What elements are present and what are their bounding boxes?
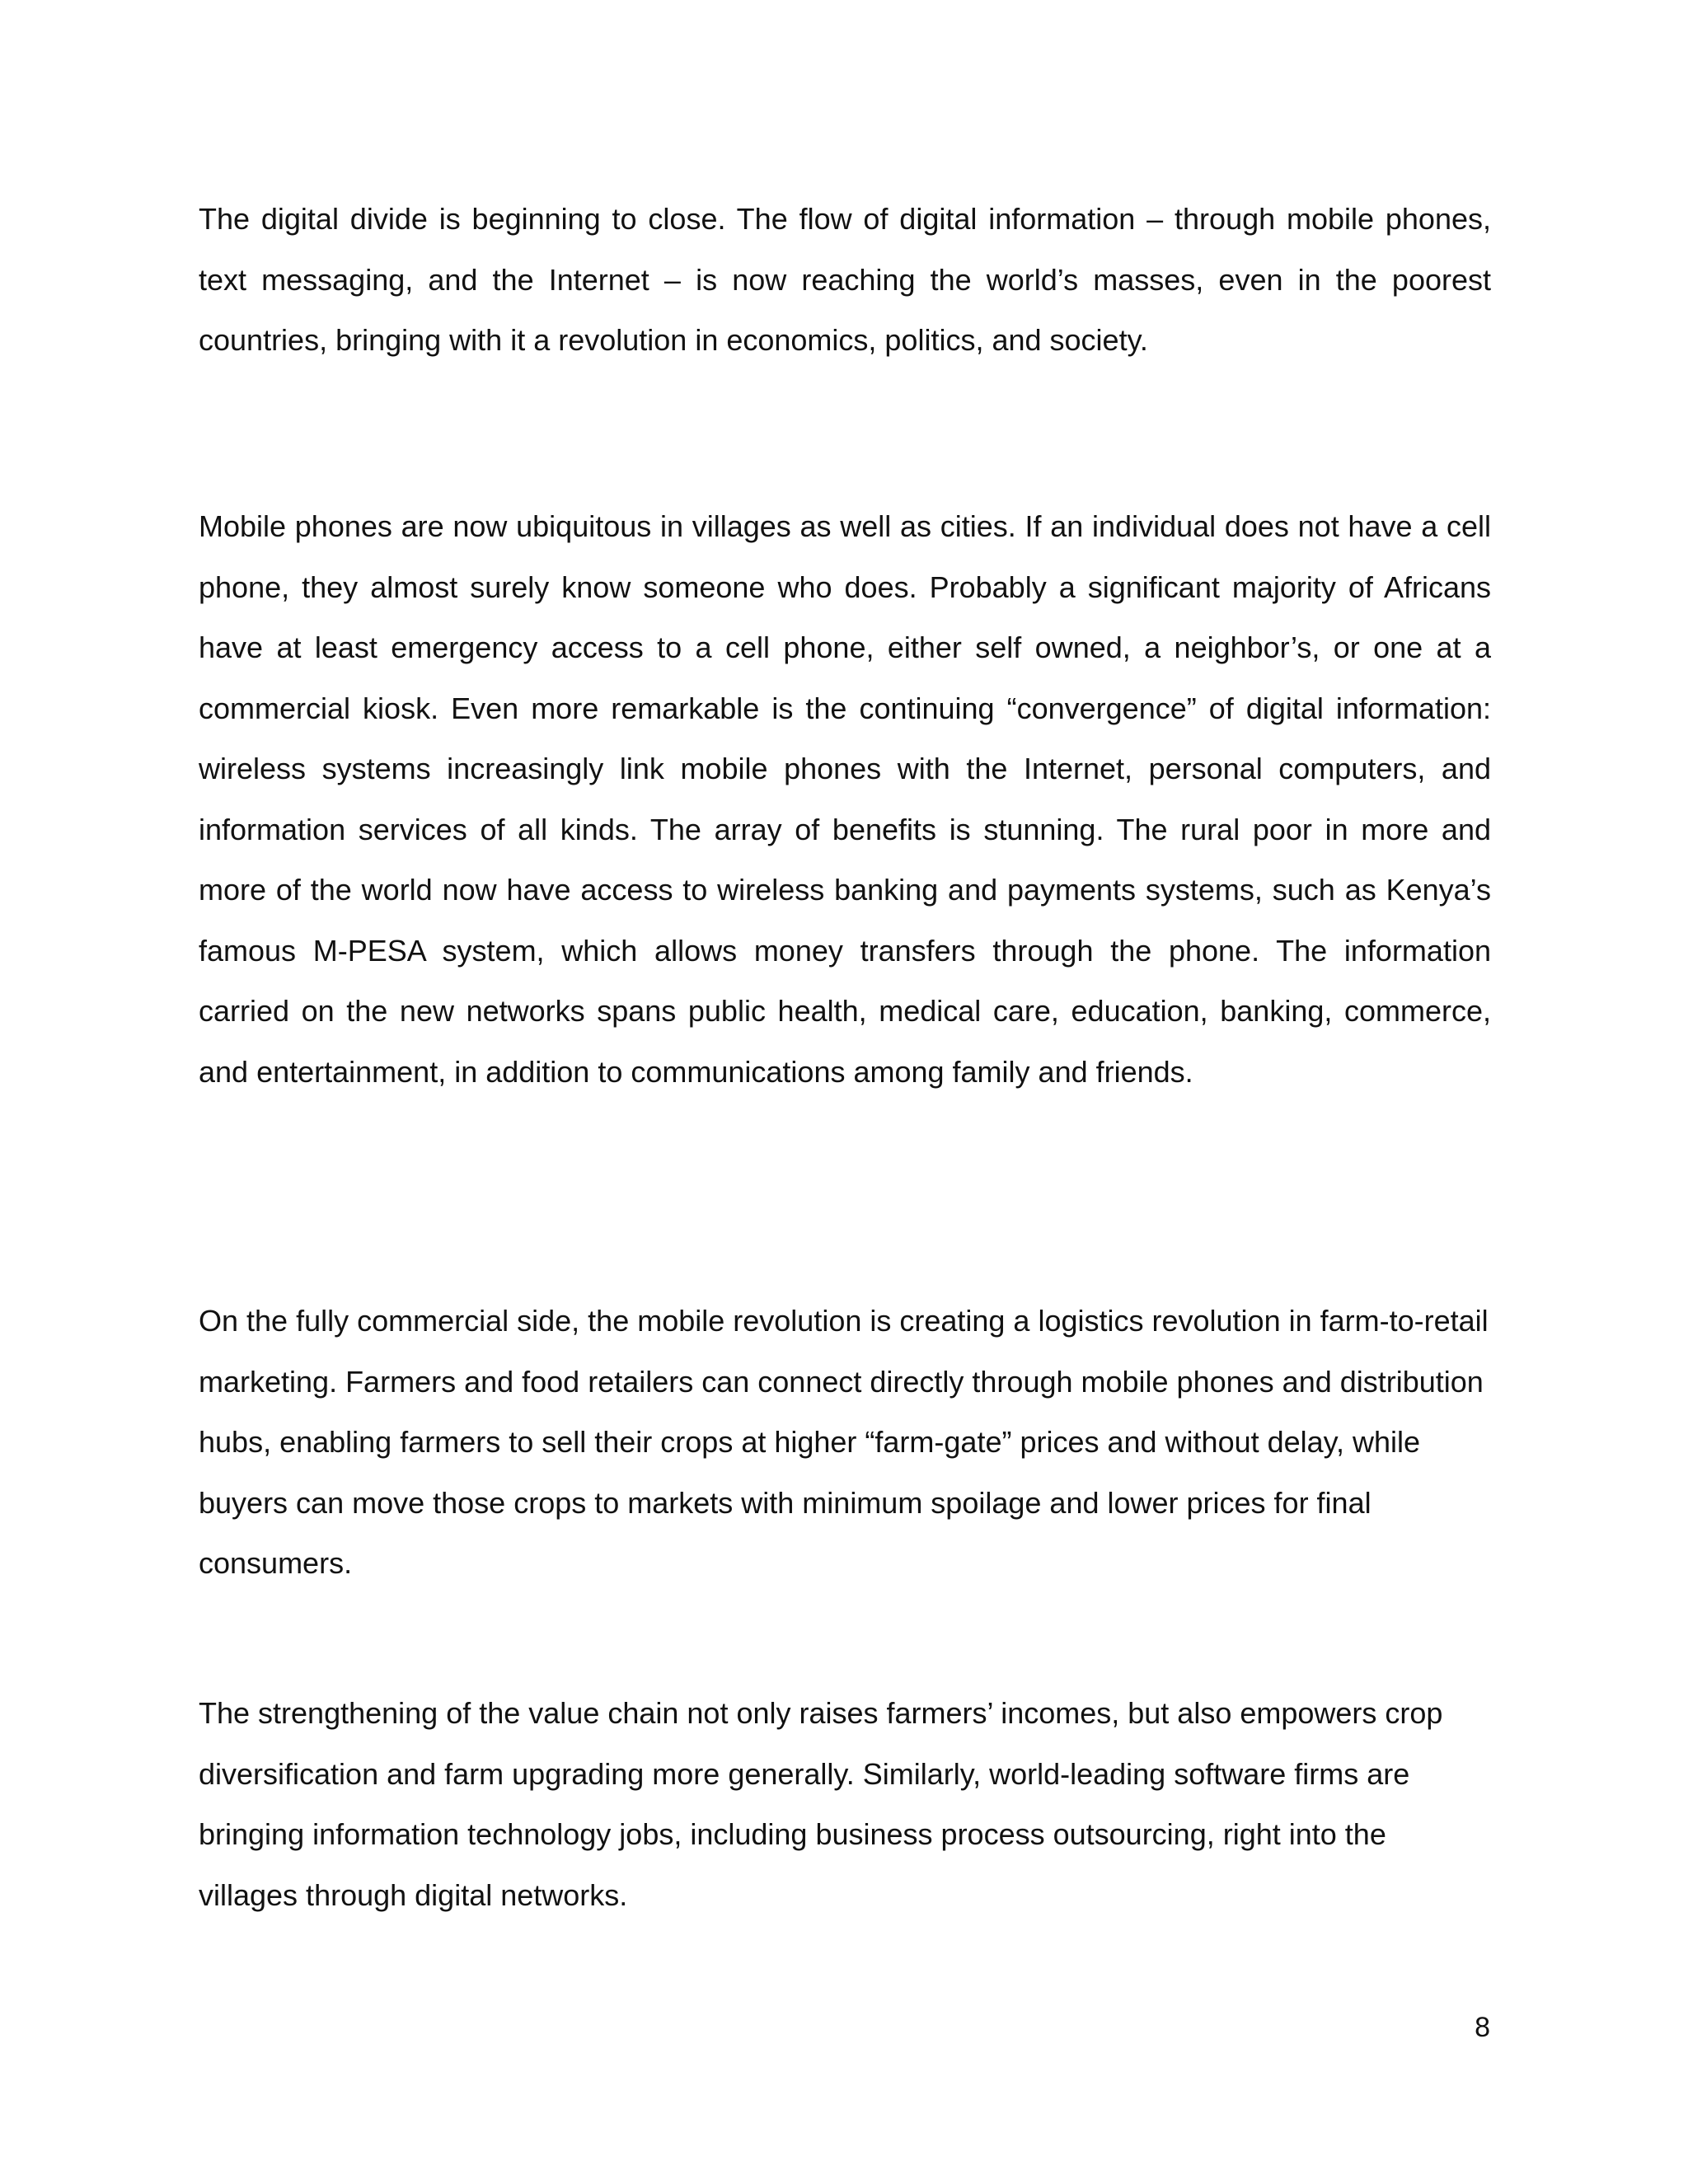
page-number: 8 [1475,2012,1490,2043]
paragraph-value-chain: The strengthening of the value chain not only raises farmers’ incomes, but also empowers crop diversification and farm upgrading more generally. Similarly, world-leading software firms are bringing information technology jobs, including business process outsourcing, right into the villages through digital networks. [199,1696,1443,1912]
paragraph-digital-divide: The digital divide is beginning to close. The flow of digital information – through mobile phones, text messaging, and the Internet – is now reaching the world’s masses, even in the poorest countries, bringing with it a revolution in economics, politics, and society. [199,202,1491,357]
paragraph-commercial-side: On the fully commercial side, the mobile revolution is creating a logistics revolution in farm-to-retail marketing. Farmers and food retailers can connect directly through mobile phones and distribution hubs, enabling farmers to sell their crops at higher “farm-gate” prices and without delay, while buyers can move those crops to markets with minimum spoilage and lower prices for final consumers. [199,1304,1489,1580]
paragraph-mobile-phones: Mobile phones are now ubiquitous in villages as well as cities. If an individual does not have a cell phone, they almost surely know someone who does. Probably a significant majority of Africans have at least emergency access to a cell phone, either self owned, a neighbor’s, or one at a commercial kiosk. Even more remarkable is the continuing “convergence” of digital information: wireless systems increasingly link mobile phones with the Internet, personal computers, and information services of all kinds. The array of benefits is stunning. The rural poor in more and more of the world now have access to wireless banking and payments systems, such as Kenya’s famous M-PESA system, which allows money transfers through the phone. The information carried on the new networks spans public health, medical care, education, banking, commerce, and entertainment, in addition to communications among family and friends. [199,509,1491,1089]
